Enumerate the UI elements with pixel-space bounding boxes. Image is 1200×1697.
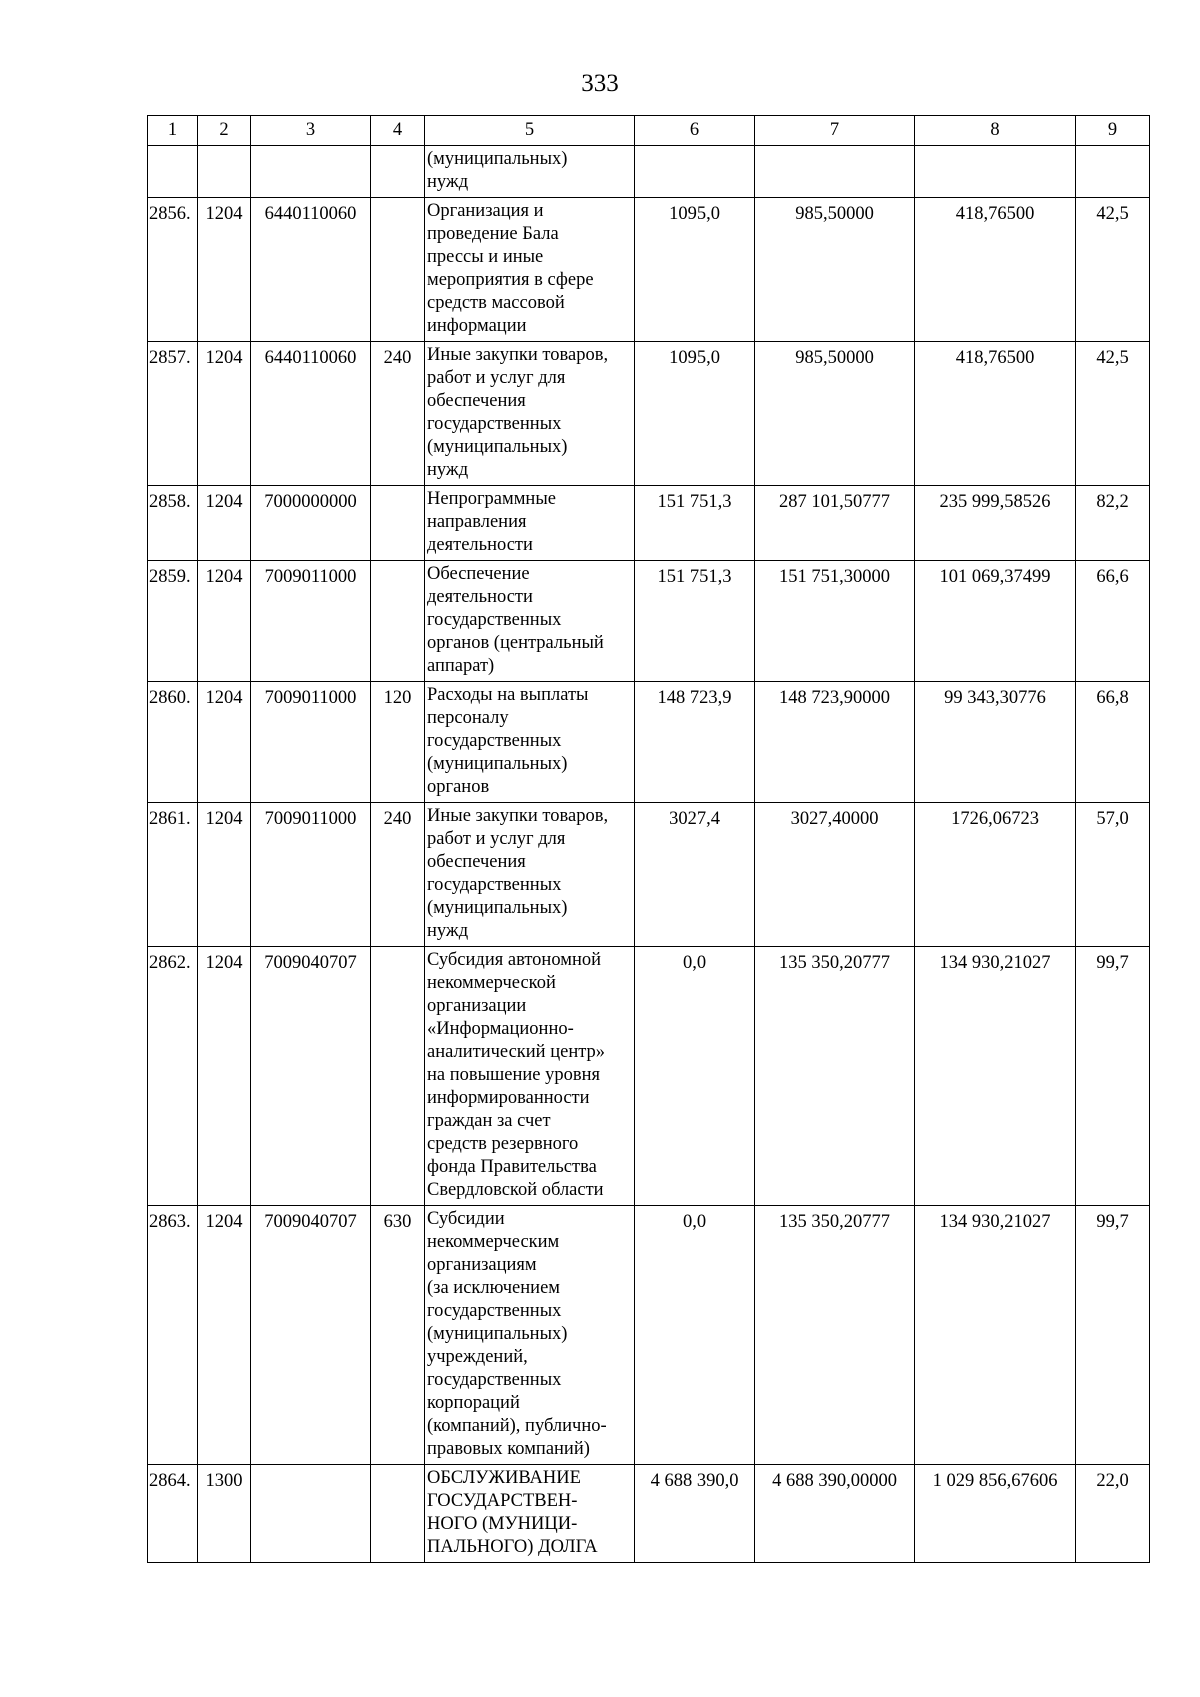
description-line: средств массовой [427, 293, 565, 313]
description-line: государственных [427, 1370, 562, 1390]
row-number-cell: 2859. [148, 561, 198, 682]
column-header: 8 [915, 116, 1076, 146]
section-code-cell: 1204 [198, 198, 251, 342]
column-header: 6 [635, 116, 755, 146]
description-line: организациям [427, 1255, 537, 1275]
description-line: (муниципальных) [427, 149, 568, 169]
column-header: 1 [148, 116, 198, 146]
description-line: информированности [427, 1088, 590, 1108]
value-7-cell: 287 101,50777 [755, 486, 915, 561]
value-8-cell [915, 146, 1076, 198]
target-code-cell: 7009011000 [251, 803, 371, 947]
value-7-cell: 985,50000 [755, 342, 915, 486]
description-cell [425, 682, 635, 803]
description-cell [425, 561, 635, 682]
expense-type-cell [371, 486, 425, 561]
description-line: Иные закупки товаров, [427, 806, 609, 826]
description-line: НОГО (МУНИЦИ- [427, 1514, 578, 1534]
section-code-cell: 1204 [198, 947, 251, 1206]
table-row [148, 1206, 1150, 1465]
value-6-cell: 1095,0 [635, 342, 755, 486]
section-code-cell [198, 146, 251, 198]
table-row [148, 486, 1150, 561]
percent-cell: 42,5 [1076, 342, 1150, 486]
value-8-cell: 418,76500 [915, 198, 1076, 342]
value-7-cell: 4 688 390,00000 [755, 1465, 915, 1563]
description-line: проведение Бала [427, 224, 559, 244]
description-line: Непрограммные [427, 489, 556, 509]
column-header: 4 [371, 116, 425, 146]
table-row [148, 198, 1150, 342]
description-line: обеспечения [427, 391, 526, 411]
description-line: (муниципальных) [427, 754, 568, 774]
section-code-cell: 1204 [198, 486, 251, 561]
value-6-cell: 4 688 390,0 [635, 1465, 755, 1563]
section-code-cell: 1204 [198, 1206, 251, 1465]
value-7-cell: 148 723,90000 [755, 682, 915, 803]
description-line: государственных [427, 875, 562, 895]
percent-cell: 22,0 [1076, 1465, 1150, 1563]
table-row [148, 342, 1150, 486]
description-line: средств резервного [427, 1134, 579, 1154]
column-header: 5 [425, 116, 635, 146]
description-line: некоммерческим [427, 1232, 560, 1252]
row-number-cell: 2860. [148, 682, 198, 803]
description-line: деятельности [427, 587, 533, 607]
percent-cell: 99,7 [1076, 1206, 1150, 1465]
expense-type-cell [371, 1465, 425, 1563]
description-line: работ и услуг для [427, 368, 566, 388]
description-line: государственных [427, 1301, 562, 1321]
description-line: (за исключением [427, 1278, 560, 1298]
value-7-cell: 151 751,30000 [755, 561, 915, 682]
description-line: (муниципальных) [427, 437, 568, 457]
target-code-cell: 7009040707 [251, 947, 371, 1206]
value-8-cell: 99 343,30776 [915, 682, 1076, 803]
target-code-cell: 7000000000 [251, 486, 371, 561]
expense-type-cell [371, 146, 425, 198]
description-cell [425, 486, 635, 561]
description-cell [425, 198, 635, 342]
expense-type-cell [371, 198, 425, 342]
section-code-cell: 1204 [198, 561, 251, 682]
value-7-cell: 985,50000 [755, 198, 915, 342]
description-cell [425, 146, 635, 198]
percent-cell: 66,6 [1076, 561, 1150, 682]
value-8-cell: 1 029 856,67606 [915, 1465, 1076, 1563]
description-line: Обеспечение [427, 564, 530, 584]
value-7-cell [755, 146, 915, 198]
row-number-cell: 2864. [148, 1465, 198, 1563]
value-8-cell: 418,76500 [915, 342, 1076, 486]
column-header: 9 [1076, 116, 1150, 146]
row-number-cell: 2858. [148, 486, 198, 561]
table-row [148, 682, 1150, 803]
section-code-cell: 1300 [198, 1465, 251, 1563]
description-line: государственных [427, 414, 562, 434]
description-line: государственных [427, 610, 562, 630]
target-code-cell: 7009011000 [251, 561, 371, 682]
percent-cell: 57,0 [1076, 803, 1150, 947]
description-line: аналитический центр» [427, 1042, 606, 1062]
target-code-cell: 7009040707 [251, 1206, 371, 1465]
expense-type-cell [371, 561, 425, 682]
value-8-cell: 235 999,58526 [915, 486, 1076, 561]
description-line: (муниципальных) [427, 898, 568, 918]
column-header: 7 [755, 116, 915, 146]
description-cell [425, 342, 635, 486]
row-number-cell: 2862. [148, 947, 198, 1206]
table-row [148, 146, 1150, 198]
description-line: прессы и иные [427, 247, 544, 267]
table-row [148, 561, 1150, 682]
target-code-cell [251, 146, 371, 198]
description-line: обеспечения [427, 852, 526, 872]
row-number-cell [148, 146, 198, 198]
expense-type-cell: 240 [371, 803, 425, 947]
description-cell [425, 803, 635, 947]
description-line: «Информационно- [427, 1019, 574, 1039]
description-cell [425, 1465, 635, 1563]
expense-type-cell: 630 [371, 1206, 425, 1465]
description-line: государственных [427, 731, 562, 751]
percent-cell: 66,8 [1076, 682, 1150, 803]
target-code-cell: 7009011000 [251, 682, 371, 803]
value-6-cell [635, 146, 755, 198]
row-number-cell: 2861. [148, 803, 198, 947]
table-row [148, 947, 1150, 1206]
percent-cell: 99,7 [1076, 947, 1150, 1206]
description-line: некоммерческой [427, 973, 556, 993]
description-line: правовых компаний) [427, 1439, 590, 1459]
description-line: работ и услуг для [427, 829, 566, 849]
target-code-cell [251, 1465, 371, 1563]
description-line: ОБСЛУЖИВАНИЕ [427, 1468, 581, 1488]
description-line: Субсидия автономной [427, 950, 601, 970]
description-line: органов [427, 777, 490, 797]
description-line: граждан за счет [427, 1111, 551, 1131]
value-6-cell: 151 751,3 [635, 561, 755, 682]
description-line: (компаний), публично- [427, 1416, 607, 1436]
value-6-cell: 0,0 [635, 947, 755, 1206]
expense-type-cell: 120 [371, 682, 425, 803]
description-line: аппарат) [427, 656, 495, 676]
description-line: информации [427, 316, 527, 336]
description-line: Иные закупки товаров, [427, 345, 609, 365]
section-code-cell: 1204 [198, 682, 251, 803]
row-number-cell: 2863. [148, 1206, 198, 1465]
description-line: организации [427, 996, 527, 1016]
description-line: направления [427, 512, 527, 532]
value-8-cell: 1726,06723 [915, 803, 1076, 947]
value-8-cell: 134 930,21027 [915, 947, 1076, 1206]
value-6-cell: 1095,0 [635, 198, 755, 342]
description-line: учреждений, [427, 1347, 528, 1367]
percent-cell: 42,5 [1076, 198, 1150, 342]
section-code-cell: 1204 [198, 803, 251, 947]
description-line: нужд [427, 172, 469, 192]
table-row [148, 803, 1150, 947]
description-line: Свердловской области [427, 1180, 604, 1200]
header-row [148, 116, 1150, 146]
description-line: корпораций [427, 1393, 520, 1413]
value-7-cell: 135 350,20777 [755, 1206, 915, 1465]
value-6-cell: 3027,4 [635, 803, 755, 947]
row-number-cell: 2857. [148, 342, 198, 486]
value-6-cell: 0,0 [635, 1206, 755, 1465]
value-6-cell: 148 723,9 [635, 682, 755, 803]
description-line: на повышение уровня [427, 1065, 601, 1085]
table-row [148, 1465, 1150, 1563]
expense-type-cell: 240 [371, 342, 425, 486]
description-line: (муниципальных) [427, 1324, 568, 1344]
table-body [148, 146, 1150, 1563]
description-cell [425, 947, 635, 1206]
value-7-cell: 3027,40000 [755, 803, 915, 947]
description-line: Расходы на выплаты [427, 685, 589, 705]
value-8-cell: 134 930,21027 [915, 1206, 1076, 1465]
percent-cell [1076, 146, 1150, 198]
expense-type-cell [371, 947, 425, 1206]
description-line: органов (центральный [427, 633, 604, 653]
description-line: Организация и [427, 201, 544, 221]
row-number-cell: 2856. [148, 198, 198, 342]
section-code-cell: 1204 [198, 342, 251, 486]
value-7-cell: 135 350,20777 [755, 947, 915, 1206]
description-line: ПАЛЬНОГО) ДОЛГА [427, 1537, 598, 1557]
description-line: Субсидии [427, 1209, 505, 1229]
budget-table [147, 115, 1150, 1563]
value-8-cell: 101 069,37499 [915, 561, 1076, 682]
column-header: 2 [198, 116, 251, 146]
description-line: мероприятия в сфере [427, 270, 594, 290]
target-code-cell: 6440110060 [251, 198, 371, 342]
page-number: 333 [581, 70, 619, 97]
percent-cell: 82,2 [1076, 486, 1150, 561]
description-line: нужд [427, 460, 469, 480]
value-6-cell: 151 751,3 [635, 486, 755, 561]
description-line: ГОСУДАРСТВЕН- [427, 1491, 578, 1511]
description-cell [425, 1206, 635, 1465]
description-line: нужд [427, 921, 469, 941]
description-line: фонда Правительства [427, 1157, 597, 1177]
target-code-cell: 6440110060 [251, 342, 371, 486]
description-line: персоналу [427, 708, 509, 728]
description-line: деятельности [427, 535, 533, 555]
column-header: 3 [251, 116, 371, 146]
